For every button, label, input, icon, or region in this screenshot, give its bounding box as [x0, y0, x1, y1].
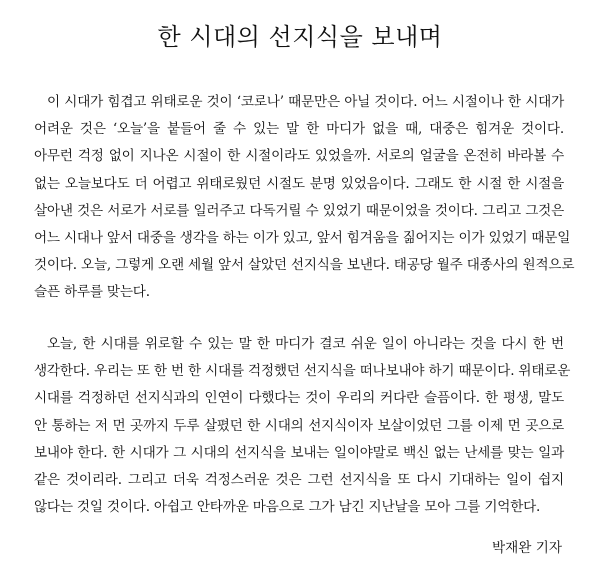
paragraph-1-line: 아무런 걱정 없이 지나온 시절이 한 시절이라도 있었을까. 서로의 얼굴을 온전히 바라볼 수	[34, 148, 564, 165]
paragraph-1-line: 것이다. 오늘, 그렇게 오랜 세월 앞서 살았던 선지식을 보낸다. 태공당 월주 대종사의 원적으로	[34, 257, 575, 274]
paragraph-1-line: 어려운 것은 ‘오늘’을 붙들어 줄 수 있는 말 한 마디가 없을 때, 대중은 힘겨운 것이다.	[34, 121, 564, 138]
paragraph-1-line: 슬픈 하루를 맞는다.	[34, 284, 150, 301]
byline: 박재완 기자	[492, 540, 562, 556]
paragraph-2-line: 같은 것이리라. 그리고 더욱 걱정스러운 것은 그런 선지식을 또 다시 기대하는 일이 쉽지	[34, 472, 564, 489]
paragraph-1-line: 어느 시대나 앞서 대중을 생각을 하는 이가 있고, 앞서 힘겨움을 짊어지는 이가 있었기 때문일	[34, 230, 571, 247]
paragraph-1-line: 살아낸 것은 서로가 서로를 일러주고 다독거릴 수 있었기 때문이었을 것이다. 그리고 그것은	[34, 202, 564, 219]
paragraph-2-line: 생각한다. 우리는 또 한 번 한 시대를 걱정했던 선지식을 떠나보내야 하기 때문이다. 위태로운	[34, 363, 571, 380]
article-title: 한 시대의 선지식을 보내며	[157, 23, 443, 51]
paragraph-2-line: 않다는 것일 것이다. 아쉽고 안타까운 마음으로 그가 남긴 지난날을 모아 그를 기억한다.	[34, 499, 541, 516]
paragraph-1-line: 없는 오늘보다도 더 어렵고 위태로웠던 시절도 분명 있었음이다. 그래도 한 시절 한 시절을	[34, 175, 564, 192]
paragraph-2-line: 안 통하는 저 먼 곳까지 두루 살폈던 한 시대의 선지식이자 보살이었던 그를 이제 먼 곳으로	[34, 417, 564, 434]
article-paragraph-1	[34, 89, 575, 307]
paragraph-2-line: 시대를 걱정하던 선지식과의 인연이 다했다는 것이 우리의 커다란 슬픔이다. 한 평생, 말도	[34, 390, 564, 407]
paragraph-2-line: 오늘, 한 시대를 위로할 수 있는 말 한 마디가 결코 쉬운 일이 아니라는 것을 다시 한 번	[47, 336, 564, 352]
paragraph-2-line: 보내야 한다. 한 시대가 그 시대의 선지식을 보내는 일이야말로 백신 없는 난세를 맞는 일과	[34, 444, 564, 461]
article-paragraph-2	[34, 331, 571, 521]
paragraph-1-line: 이 시대가 힘겹고 위태로운 것이 ‘코로나’ 때문만은 아닐 것이다. 어느 시절이나 한 시대가	[47, 94, 564, 110]
